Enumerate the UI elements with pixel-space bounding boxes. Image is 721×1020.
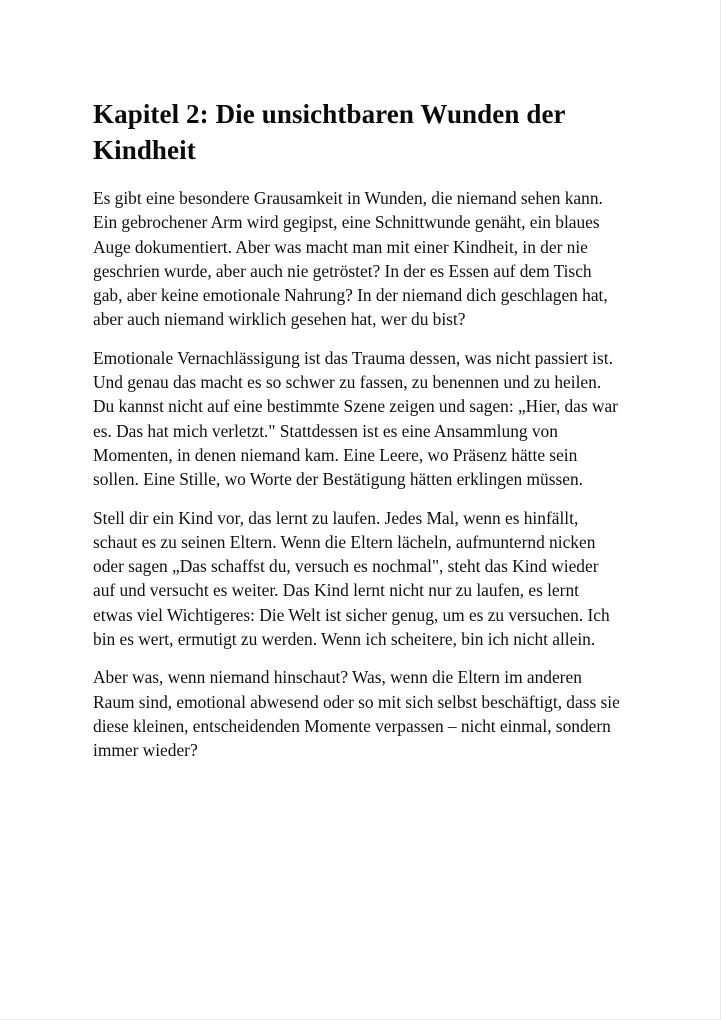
body-paragraph: Aber was, wenn niemand hinschaut? Was, wenn die Eltern im anderen Raum sind, emotional abwesend oder so mit sich selbst beschäftigt, dass sie diese kleinen, entscheidenden Momente verpassen – nicht einmal, sondern immer wieder? xyxy=(93,667,620,761)
body-paragraph: Stell dir ein Kind vor, das lernt zu laufen. Jedes Mal, wenn es hinfällt, schaut es zu seinen Eltern. Wenn die Eltern lächeln, aufmunternd nicken oder sagen „Das schaffst du, versuch es nochmal", steht das Kind wieder auf und versucht es weiter. Das Kind lernt nicht nur zu laufen, es lernt etwas viel Wichtigeres: Die Welt ist sicher genug, um es zu versuchen. Ich bin es wert, ermutigt zu werden. Wenn ich scheitere, bin ich nicht allein. xyxy=(93,507,610,650)
chapter-heading: Kapitel 2: Die unsichtbaren Wunden der Kindheit xyxy=(93,99,566,165)
body-paragraph: Es gibt eine besondere Grausamkeit in Wunden, die niemand sehen kann. Ein gebrochener Arm wird gegipst, eine Schnittwunde genäht, ein blaues Auge dokumentiert. Aber was macht man mit einer Kindheit, in der nie geschrien wurde, aber auch nie getröstet? In der es Essen auf dem Tisch gab, aber keine emotionale Nahrung? In der niemand dich geschlagen hat, aber auch niemand wirklich gesehen hat, wer du bist? xyxy=(93,188,608,330)
body-paragraph: Emotionale Vernachlässigung ist das Trauma dessen, was nicht passiert ist. Und genau das macht es so schwer zu fassen, zu benennen und zu heilen. Du kannst nicht auf eine bestimmte Szene zeigen und sagen: „Hier, das war es. Das hat mich verletzt." Stattdessen ist es eine Ansammlung von Momenten, in denen niemand kam. Eine Leere, wo Präsenz hätte sein sollen. Eine Stille, wo Worte der Bestätigung hätten erklingen müssen. xyxy=(93,347,618,490)
document-content xyxy=(93,96,621,763)
